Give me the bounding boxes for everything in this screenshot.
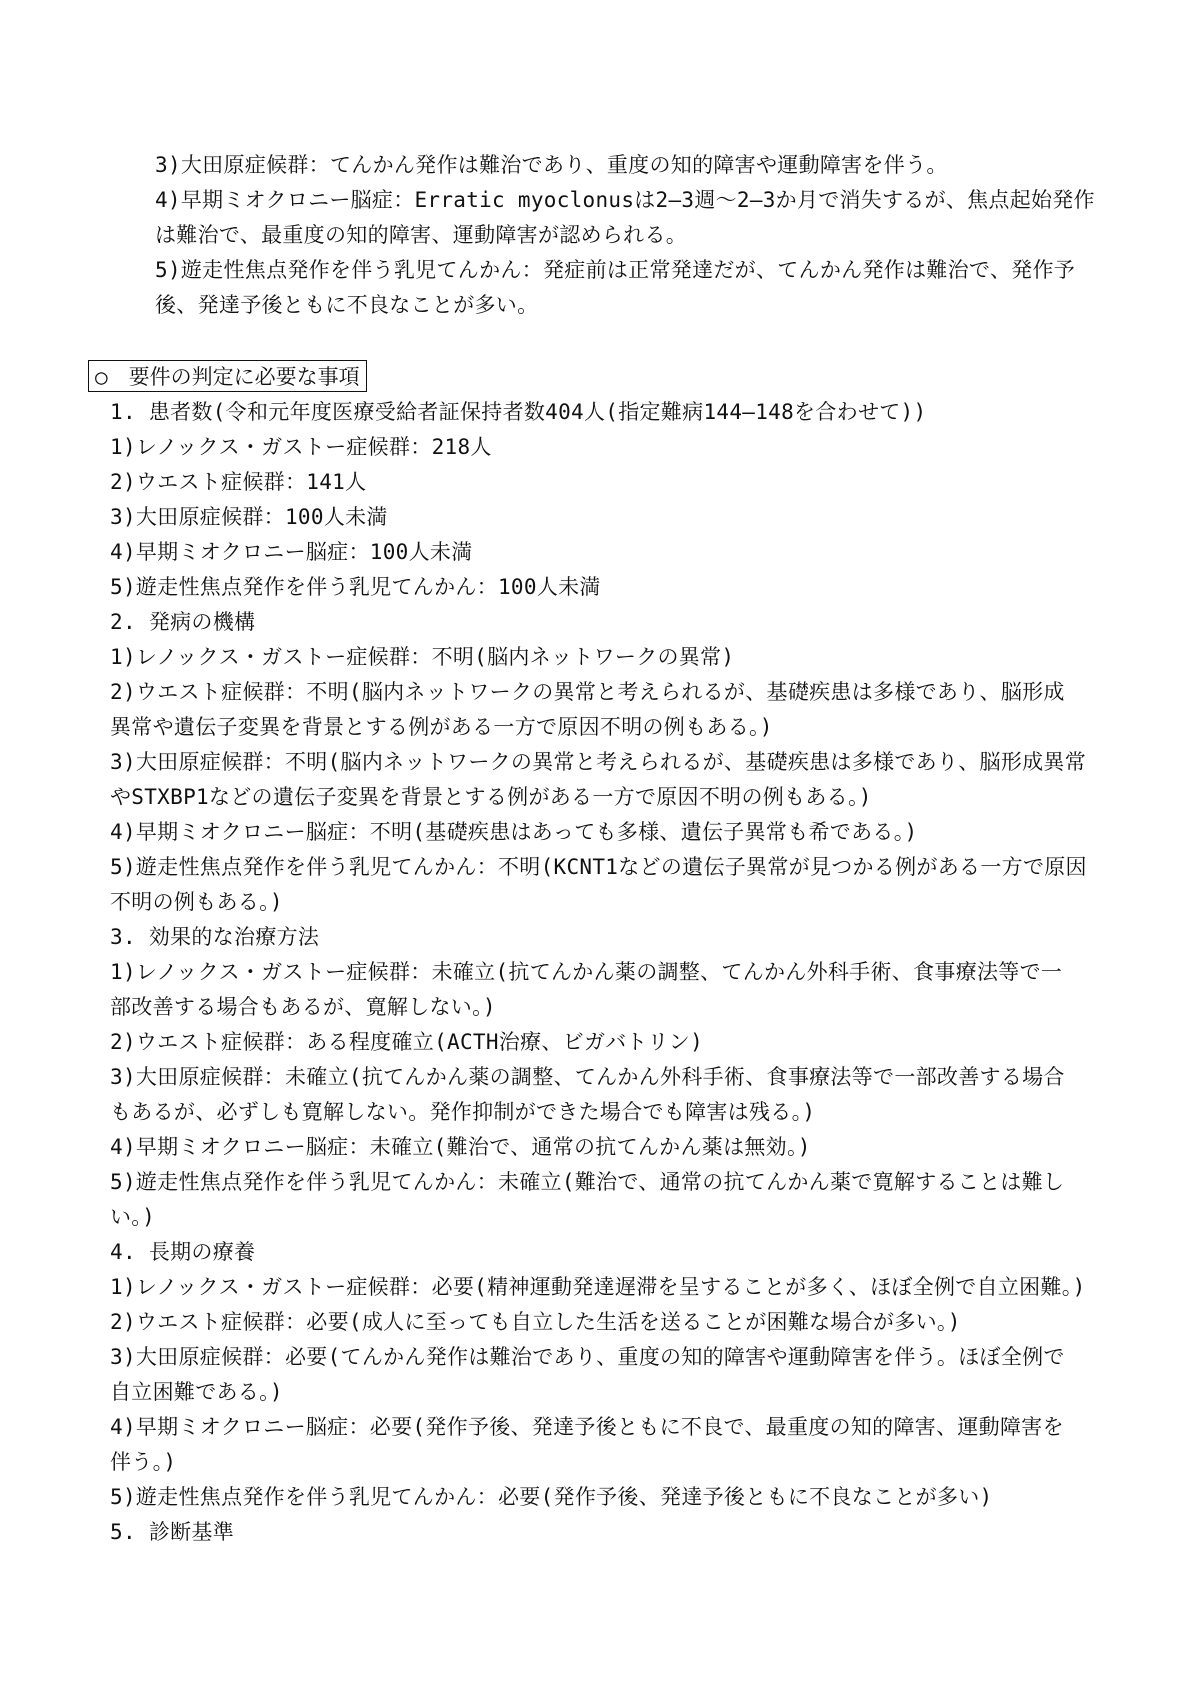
body-line: 5)遊走性焦点発作を伴う乳児てんかん：必要(発作予後、発達予後ともに不良なことが多い) bbox=[110, 1485, 993, 1509]
body-line: 2)ウエスト症候群：必要(成人に至っても自立した生活を送ることが困難な場合が多い。) bbox=[110, 1310, 961, 1334]
body-line: もあるが、必ずしも寛解しない。発作抑制ができた場合でも障害は残る。) bbox=[110, 1100, 816, 1124]
body-line: 5. 診断基準 bbox=[110, 1520, 235, 1544]
body-line: 3)大田原症候群：100人未満 bbox=[110, 505, 388, 529]
intro-line: 4)早期ミオクロニー脳症：Erratic myoclonusは2―3週～2―3か月で消失するが、焦点起始発作 bbox=[155, 188, 1095, 212]
body-line: 2. 発病の機構 bbox=[110, 610, 256, 634]
body-line: 1)レノックス・ガストー症候群：218人 bbox=[110, 435, 492, 459]
body-line: 1)レノックス・ガストー症候群：未確立(抗てんかん薬の調整、てんかん外科手術、食事療法等で一 bbox=[110, 960, 1063, 984]
intro-line: 後、発達予後ともに不良なことが多い。 bbox=[155, 293, 539, 317]
body-line: い。) bbox=[110, 1205, 156, 1229]
intro-block bbox=[155, 148, 1095, 323]
body-line: 4)早期ミオクロニー脳症：必要(発作予後、発達予後ともに不良で、最重度の知的障害、運動障害を bbox=[110, 1415, 1064, 1439]
body-line: 不明の例もある。) bbox=[110, 890, 283, 914]
body-line: 5)遊走性焦点発作を伴う乳児てんかん：100人未満 bbox=[110, 575, 601, 599]
body-line: 2)ウエスト症候群：141人 bbox=[110, 470, 367, 494]
body-line: 部改善する場合もあるが、寛解しない。) bbox=[110, 995, 496, 1019]
body-line: 1)レノックス・ガストー症候群：不明(脳内ネットワークの異常) bbox=[110, 645, 735, 669]
body-line: 1)レノックス・ガストー症候群：必要(精神運動発達遅滞を呈することが多く、ほぼ全例で自立困難。) bbox=[110, 1275, 1086, 1299]
section-heading: ○ 要件の判定に必要な事項 bbox=[88, 360, 367, 392]
body-line: 伴う。) bbox=[110, 1450, 177, 1474]
requirements-body bbox=[110, 395, 1095, 1550]
body-line: 4)早期ミオクロニー脳症：100人未満 bbox=[110, 540, 473, 564]
body-line: 4)早期ミオクロニー脳症：未確立(難治で、通常の抗てんかん薬は無効。) bbox=[110, 1135, 811, 1159]
body-line: 4. 長期の療養 bbox=[110, 1240, 256, 1264]
body-line: 3)大田原症候群：不明(脳内ネットワークの異常と考えられるが、基礎疾患は多様であり、脳形成異常 bbox=[110, 750, 1087, 774]
intro-line: 5)遊走性焦点発作を伴う乳児てんかん：発症前は正常発達だが、てんかん発作は難治で、発作予 bbox=[155, 258, 1076, 282]
intro-line: は難治で、最重度の知的障害、運動障害が認められる。 bbox=[155, 223, 688, 247]
body-line: 自立困難である。) bbox=[110, 1380, 283, 1404]
body-line: 4)早期ミオクロニー脳症：不明(基礎疾患はあっても多様、遺伝子異常も希である。) bbox=[110, 820, 918, 844]
body-line: 3)大田原症候群：必要(てんかん発作は難治であり、重度の知的障害や運動障害を伴う。ほぼ全例で bbox=[110, 1345, 1065, 1369]
body-line: 1. 患者数(令和元年度医療受給者証保持者数404人(指定難病144―148を合わせて)) bbox=[110, 400, 927, 424]
intro-line: 3)大田原症候群：てんかん発作は難治であり、重度の知的障害や運動障害を伴う。 bbox=[155, 153, 948, 177]
body-line: 2)ウエスト症候群：ある程度確立(ACTH治療、ビガバトリン) bbox=[110, 1030, 704, 1054]
body-line: 2)ウエスト症候群：不明(脳内ネットワークの異常と考えられるが、基礎疾患は多様であり、脳形成 bbox=[110, 680, 1065, 704]
body-line: 5)遊走性焦点発作を伴う乳児てんかん：不明(KCNT1などの遺伝子異常が見つかる例がある一方で原因 bbox=[110, 855, 1087, 879]
body-line: 3)大田原症候群：未確立(抗てんかん薬の調整、てんかん外科手術、食事療法等で一部改善する場合 bbox=[110, 1065, 1065, 1089]
body-line: やSTXBP1などの遺伝子変異を背景とする例がある一方で原因不明の例もある。) bbox=[110, 785, 872, 809]
body-line: 異常や遺伝子変異を背景とする例がある一方で原因不明の例もある。) bbox=[110, 715, 773, 739]
body-line: 5)遊走性焦点発作を伴う乳児てんかん：未確立(難治で、通常の抗てんかん薬で寛解することは難し bbox=[110, 1170, 1065, 1194]
body-line: 3. 効果的な治療方法 bbox=[110, 925, 320, 949]
